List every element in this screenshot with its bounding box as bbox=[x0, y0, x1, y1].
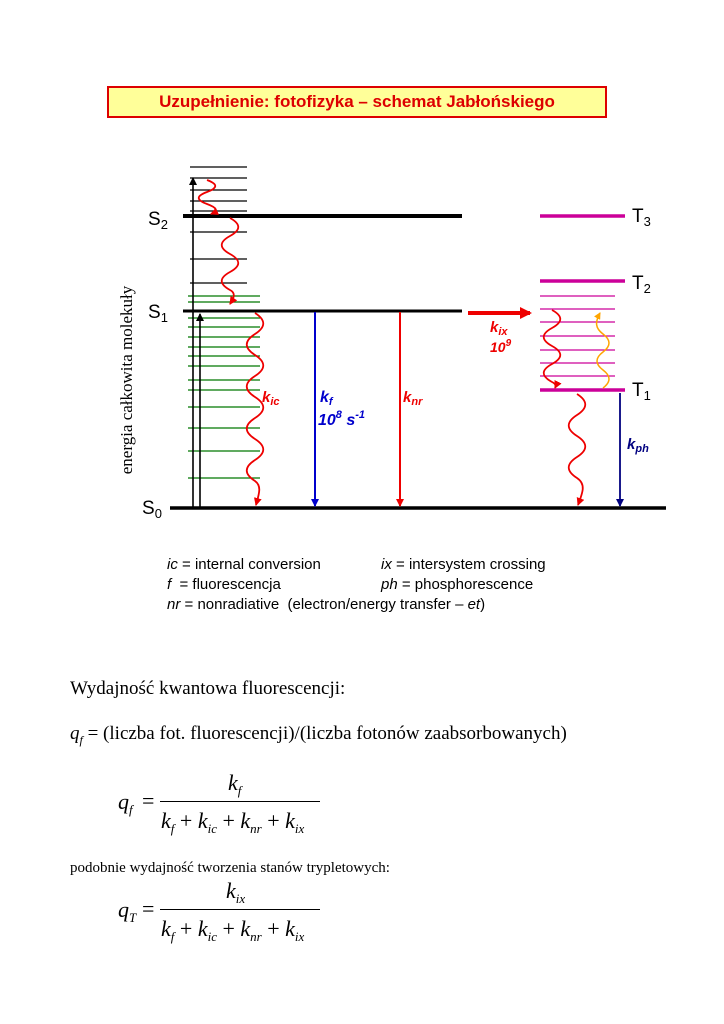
eq-qt-denominator: $k_f + k_{ic} + k_{nr} + k_{ix}$ bbox=[161, 916, 305, 945]
eq-qt-equals: = bbox=[142, 896, 155, 921]
kix-value-label: $10^9$ bbox=[490, 338, 512, 355]
quantum-yield-heading: Wydajność kwantowa fluorescencji: bbox=[70, 678, 346, 699]
knr-label: $k_{nr}$ bbox=[403, 389, 423, 408]
legend-nr: nr = nonradiative (electron/energy transfer – et) bbox=[167, 596, 486, 613]
legend-ph: ph = phosphorescence bbox=[381, 576, 534, 593]
t1-label: $T_1$ bbox=[632, 380, 651, 403]
energy-axis-label: energia całkowita molekuły bbox=[117, 285, 136, 475]
triplet-yield-intro: podobnie wydajność tworzenia stanów trypletowych: bbox=[70, 860, 390, 876]
eq-qf-fraction-bar bbox=[160, 801, 320, 802]
eq-qt-numerator: $k_{ix}$ bbox=[226, 878, 246, 907]
legend-f: f = fluorescencja bbox=[167, 576, 281, 593]
eq-qf-equals: = bbox=[142, 788, 155, 813]
triplet-nonradiative-wavy-arrow bbox=[569, 394, 586, 505]
relaxation-wavy-arrow-s2 bbox=[199, 180, 216, 214]
kic-label: $k_{ic}$ bbox=[262, 389, 280, 408]
s0-label: $S_0$ bbox=[142, 498, 162, 521]
t3-label: $T_3$ bbox=[632, 206, 651, 229]
s2-label: $S_2$ bbox=[148, 209, 168, 232]
eq-qt-fraction-bar bbox=[160, 909, 320, 910]
kf-label: kf bbox=[320, 389, 333, 408]
kix-label: $k_{ix}$ bbox=[490, 319, 508, 338]
legend-ix: ix = intersystem crossing bbox=[381, 556, 546, 573]
ic-wavy-arrow-s2-s1 bbox=[222, 218, 239, 304]
s1-label: $S_1$ bbox=[148, 302, 168, 325]
eq-qf-numerator: $k_f$ bbox=[228, 770, 242, 799]
kph-label: $k_{ph}$ bbox=[627, 436, 649, 455]
quantum-yield-definition: $q_f$ = (liczba fot. fluorescencji)/(liczba fotonów zaabsorbowanych) bbox=[70, 723, 567, 747]
eq-qt-lhs: $q_T$ bbox=[118, 897, 137, 926]
t2-label: $T_2$ bbox=[632, 273, 651, 296]
legend-ic: ic = internal conversion bbox=[167, 556, 321, 573]
eq-qf-lhs: $q_f$ bbox=[118, 789, 133, 818]
eq-qf-denominator: $k_f + k_{ic} + k_{nr} + k_{ix}$ bbox=[161, 808, 305, 837]
kic-wavy-arrow bbox=[247, 313, 264, 505]
kf-value-label: $10^8$ $s^{-1}$ bbox=[318, 409, 366, 429]
slide-title: Uzupełnienie: fotofizyka – schemat Jabłońskiego bbox=[107, 86, 607, 118]
s1-vibrational-levels bbox=[188, 296, 260, 478]
